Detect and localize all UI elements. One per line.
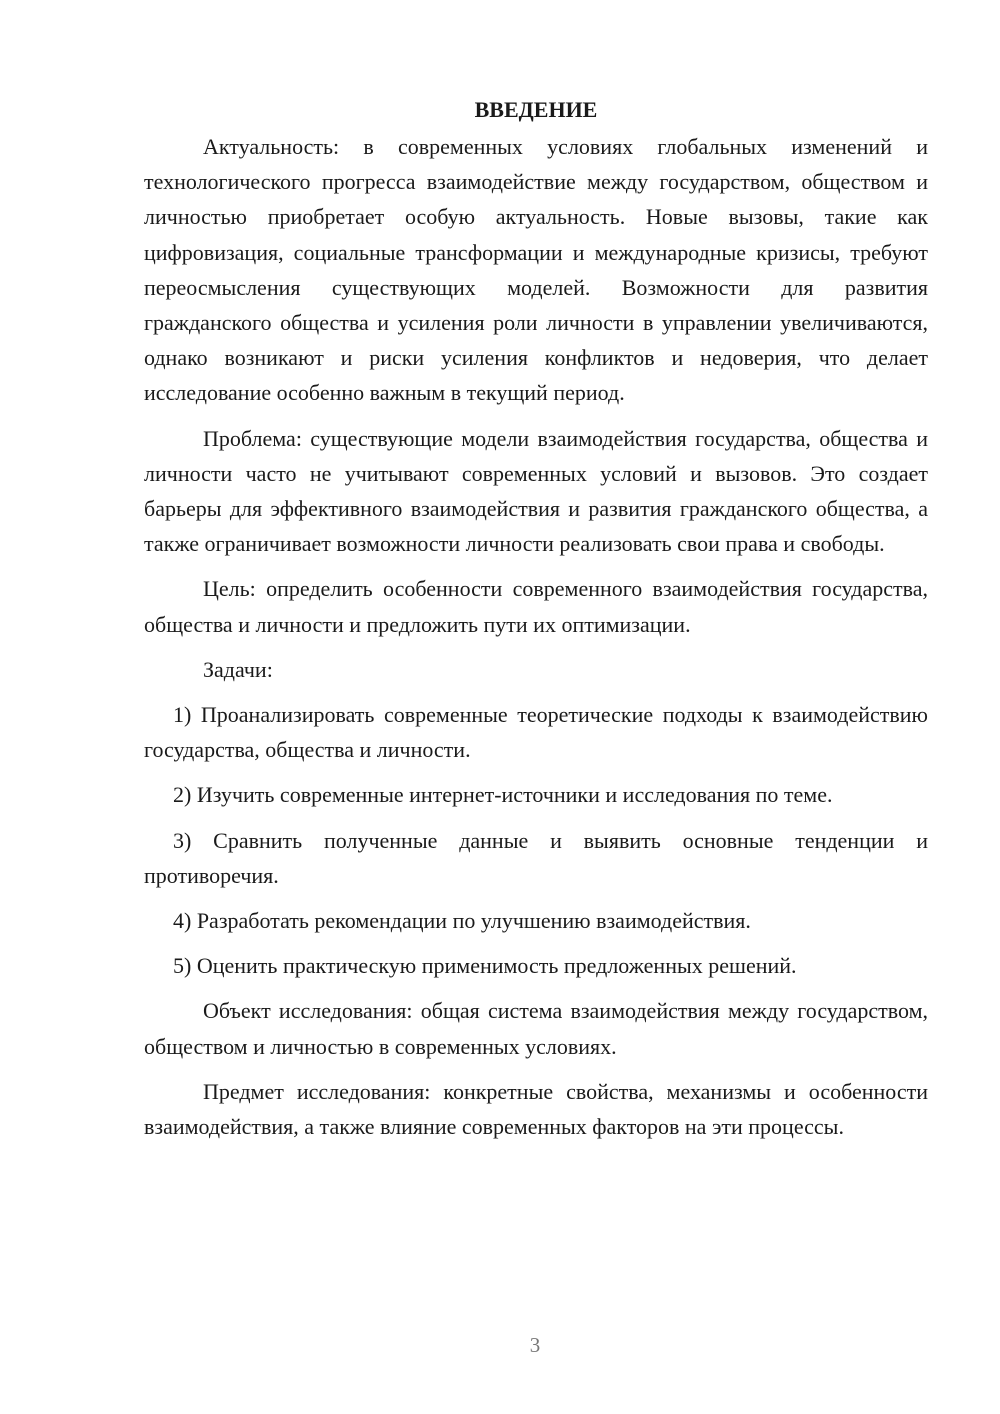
document-page [144,92,928,1144]
goal-paragraph: Цель: определить особенности современного взаимодействия государства, общества и личности и предложить пути их оптимизации. [144,576,928,637]
task-item-1: 1) Проанализировать современные теоретические подходы к взаимодействию государства, общества и личности. [144,702,928,763]
document-title: ВВЕДЕНИЕ [474,97,598,122]
tasks-heading: Задачи: [203,656,273,682]
page-number: 3 [529,1333,541,1357]
research-object-paragraph: Объект исследования: общая система взаимодействия между государством, обществом и личностью в современных условиях. [144,998,928,1059]
task-item-5: 5) Оценить практическую применимость предложенных решений. [173,953,797,979]
task-item-3: 3) Сравнить полученные данные и выявить основные тенденции и противоречия. [144,827,928,888]
task-item-4: 4) Разработать рекомендации по улучшению взаимодействия. [173,908,751,934]
task-item-2: 2) Изучить современные интернет-источники и исследования по теме. [173,782,833,808]
research-subject-paragraph: Предмет исследования: конкретные свойства, механизмы и особенности взаимодействия, а также влияние современных факторов на эти процессы. [144,1078,928,1140]
relevance-paragraph: Актуальность: в современных условиях глобальных изменений и технологического прогресса взаимодействие между государством, обществом и личностью приобретает особую актуальность. Новые вызовы, такие как цифровизация, социальные трансформации и международные кризисы, требуют переосмысления существующих моделей. Возможности для развития гражданского общества и усиления роли личности в управлении увеличиваются, однако возникают и риски усиления конфликтов и недоверия, что делает исследование особенно важным в текущий период. [144,134,928,406]
problem-paragraph: Проблема: существующие модели взаимодействия государства, общества и личности часто не учитывают современных условий и вызовов. Это создает барьеры для эффективного взаимодействия и развития гражданского общества, а также ограничивает возможности личности реализовать свои права и свободы. [144,425,928,557]
